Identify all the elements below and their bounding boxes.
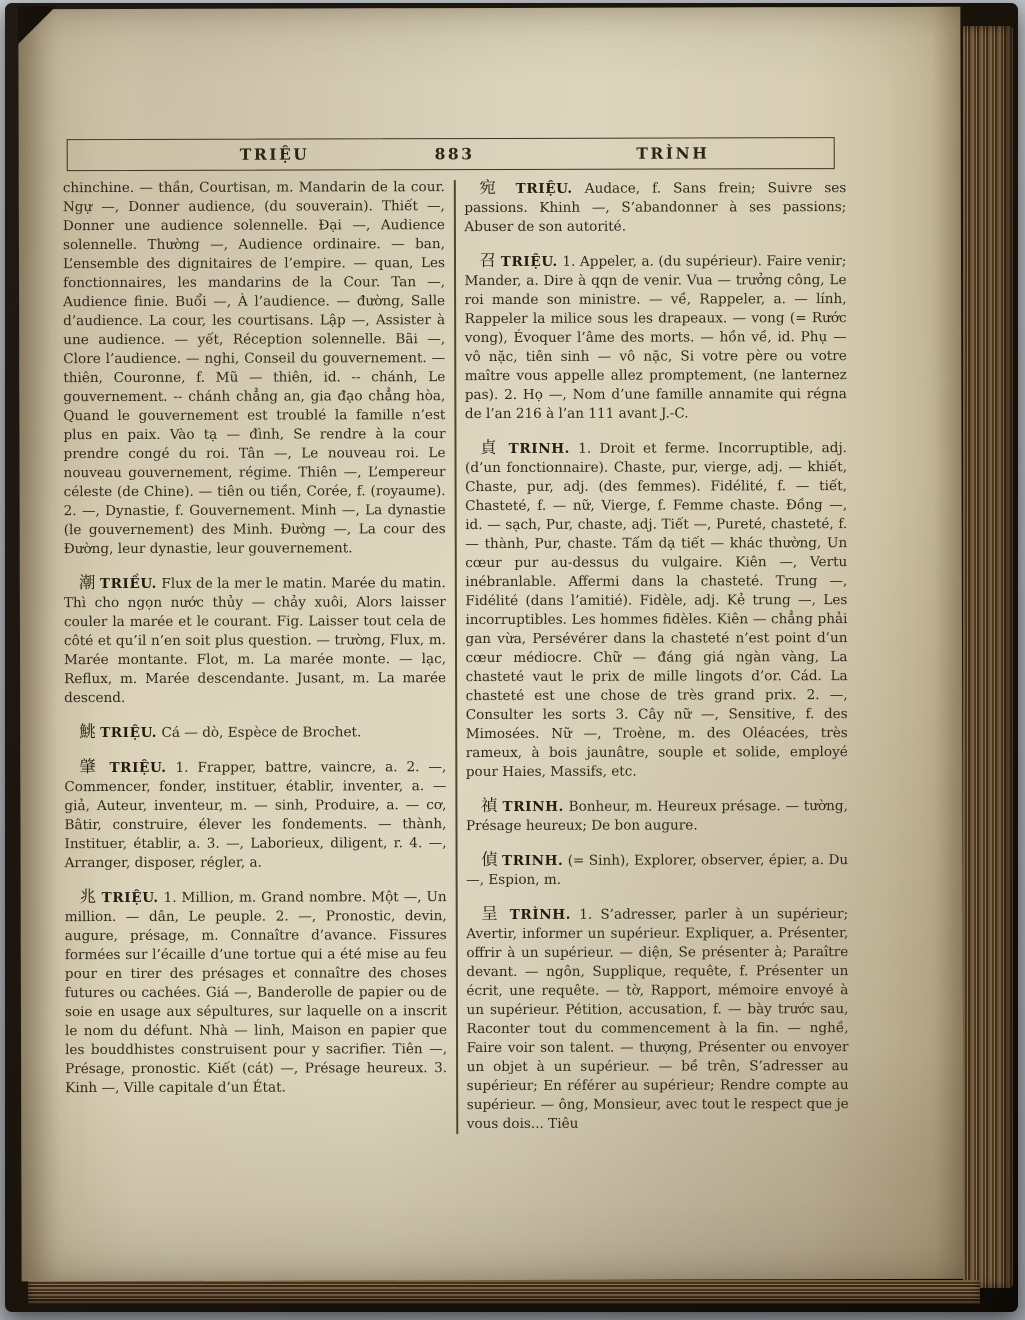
entry-body: Flux de la mer le matin. Marée du matin. Thì cho ngọn nước thủy — chảy xuôi, Alors laisser couler la marée et le courant. Fig. Laisser tout cela de côté et qu’il n’en soit plus question. — trường, Flux, m. Marée montante. Flot, m. La marée monte. — lạc, Reflux, m. Marée descendante. Jusant, m. La marée descend.: [63, 575, 447, 707]
entry-body: Bonheur, m. Heureux présage. — tường, Présage heureux; De bon augure.: [465, 798, 848, 835]
hanzi-character: 召: [479, 250, 497, 271]
text-columns: [63, 177, 852, 1135]
hanzi-character: 潮: [78, 573, 96, 593]
dictionary-entry-continuation: [63, 178, 446, 559]
column-divider: [454, 180, 458, 1134]
header-left-word: TRIỆU: [239, 144, 310, 164]
entry-body: 1. Frapper, battre, vaincre, a. 2. —, Commencer, fonder, instituer, établir, inventer, a. — giả, Auteur, inventeur, m. — sinh, Produire, a. — cơ, Bâtir, construire, élever les fondements. — thành, Instituer, établir, a. 3. —, Laborieux, diligent, r. 4. —, Arranger, disposer, régler, a.: [64, 759, 447, 872]
page-edges-bottom: [28, 1280, 980, 1304]
hanzi-character: 兆: [79, 887, 97, 907]
entry-body: Cá — dò, Espèce de Brochet.: [161, 724, 362, 741]
entry-body: 1. Million, m. Grand nombre. Một —, Un million. — dân, Le peuple. 2. —, Pronostic, devin, augure, présage, m. Connaître d’avance. Fissures formées sur l’écaille d’une tortue qui a été mise au feu pour en tirer des présages et connaître des choses futures ou cachées. Giá —, Banderolle de papier ou de soie en usage aux sépultures, sur laquelle on a inscrit le nom du défunt. Nhà — linh, Maison en papier que les bouddhistes construisent pour y sacrifier. Tiên —, Présage, pronostic. Kiết (cát) —, Présage heureux. 3. Kinh —, Ville capitale d’un État.: [64, 889, 448, 1097]
entry-headword: TRINH.: [502, 798, 564, 815]
dictionary-entry: [466, 795, 848, 836]
hanzi-character: 呈: [481, 903, 502, 924]
hanzi-character: 宛: [479, 177, 504, 198]
book-page: [18, 7, 963, 1281]
entry-headword: TRIỆU.: [500, 253, 558, 270]
dictionary-entry: [64, 572, 446, 708]
entry-headword: TRINH.: [508, 440, 571, 457]
entry-body: (= Sinh), Explorer, observer, épier, a. Du —, Espion, m.: [466, 852, 849, 889]
cover-corner-overlay: [18, 6, 96, 62]
dictionary-entry: [64, 721, 446, 743]
entry-body: Audace, f. Sans frein; Suivre ses passions. Khinh —, S’abandonner à ses passions; Abuser de son autorité.: [464, 180, 847, 236]
hanzi-character: 貞: [479, 437, 501, 458]
entry-body: 1. Appeler, a. (du supérieur). Faire venir; Mander, a. Dire à qqn de venir. Vua — trưởng công, Le roi mande son ministre. — về, Rappeler, a. — lính, Rappeler la milice sous les drapeaux. — vong (= Rước vong), Évoquer l’âme des morts. — hồn về, id. Phụ — vô nặc, tiên sinh — vô nặc, Si votre père ou votre maître vous appelle allez promptement, (ne lanternez pas). 2. Họ —, Nom d’une famille annamite qui régna de l’an 216 à l’an 111 avant J.-C.: [464, 253, 847, 423]
entry-headword: TRIỆU.: [100, 724, 158, 742]
hanzi-character: 肇: [79, 757, 101, 777]
entry-body: chinchine. — thần, Courtisan, m. Mandarin de la cour. Ngự —, Donner audience, (du souverain). Thiết —, Donner une audience solennelle. Đại —, Audience solennelle. Thường —, Audience ordinaire. — ban, L’ensemble des dignitaires de l’empire. — quan, Les fonctionnaires, les mandarins de la Cour. Tan —, Audience finie. Buổi —, À l’audience. — đường, Salle d’audience. La cour, les courtisans. Lập —, Assister à une audience. — yết, Réception solennelle. Bãi —, Clore l’audience. — nghi, Conseil du gouvernement. — thiên, Couronne, f. Mũ — thiên, id. -- chánh, Le gouvernement. -- chánh chẳng an, gia đạo chẳng hòa, Quand le gouvernement est troublé la famille n’est plus en paix. Vào tạ — đình, Se rendre à la cour prendre congé du roi. Tân —, Le nouveau roi. Le nouveau gouvernement, régime. Thiên —, L’empereur céleste (de Chine). — tiên ou tiền, Corée, f. (royaume). 2. —, Dynastie, f. Gouvernement. Minh —, La dynastie (le gouvernement) des Minh. Đường —, La cour des Đường, leur dynastie, leur gouvernement.: [62, 179, 446, 558]
entry-headword: TRINH.: [501, 852, 564, 869]
page-edges-right: [963, 26, 1013, 1288]
entry-headword: TRIỆU.: [109, 759, 167, 776]
right-column: [464, 177, 849, 1134]
entry-headword: TRIỆU.: [515, 180, 573, 197]
page-number: 883: [434, 144, 475, 164]
hanzi-character: 偵: [481, 849, 498, 870]
entry-body: 1. Droit et ferme. Incorruptible, adj. (d’un fonctionnaire). Chaste, pur, vierge, adj. — khiết, Chaste, pur, adj. (des femmes). Fidélité, f. — tiết, Chasteté, f. — nữ, Vierge, f. Femme chaste. Đồng —, id. — sạch, Pur, chaste, adj. Tiết —, Pureté, chasteté, f. — thành, Pur, chaste. Tấm dạ tiết — khác thường, Un cœur pur au-dessus du vulgaire. Kiên —, Vertu inébranlable. Affermi dans la chasteté. Trung —, Fidélité (dans l’amitié). Fidèle, adj. Kẻ trung —, Les incorruptibles. Les hommes fidèles. Kiên — chẳng phải gan vừa, Persévérer dans la chasteté n’est point d’un cœur médiocre. Chữ — đáng giá ngàn vàng, La chasteté vaut le prix de mille lingots d’or. Cád. La chasteté est une chose de très grand prix. 2. —, Consulter les sorts 3. Cây nữ —, Sensitive, f. des Mimosées. Nữ —, Troène, m. des Oléacées, très rameux, à bois jaunâtre, souple et solide, employé pour Haies, Massifs, etc.: [465, 440, 848, 781]
entry-headword: TRIỆU.: [101, 889, 159, 907]
entry-headword: TRIỀU.: [99, 575, 157, 593]
dictionary-entry: [466, 903, 849, 1134]
entry-headword: TRÌNH.: [509, 906, 572, 923]
dictionary-entry: [65, 886, 448, 1098]
dictionary-entry: [466, 849, 848, 890]
header-right-word: TRÌNH: [636, 143, 710, 163]
hanzi-character: 鮡: [79, 722, 96, 742]
dictionary-entry: [465, 437, 848, 782]
running-header: [67, 137, 835, 171]
dictionary-entry: [64, 756, 446, 873]
entry-body: 1. S’adresser, parler à un supérieur; Avertir, informer un supérieur. Expliquer, a. Présenter, offrir à un supérieur. — diện, Se présenter à; Paraître devant. — ngôn, Supplique, requête, f. Présenter un écrit, une requête. — tờ, Rapport, mémoire envoyé à un supérieur. Pétition, accusation, f. — bày trước sau, Raconter tout du commencement à la fin. — nghề, Faire voir son talent. — thượng, Présenter ou envoyer un objet à un supérieur. — bề trên, S’adresser au supérieur; En référer au supérieur; Rendre compte au supérieur. — ông, Monsieur, avec tout le respect que je vous dois... Tiêu: [466, 906, 849, 1133]
left-column: [63, 178, 448, 1135]
dictionary-entry: [464, 250, 846, 424]
hanzi-character: 禎: [480, 795, 498, 816]
dictionary-entry: [464, 177, 846, 237]
